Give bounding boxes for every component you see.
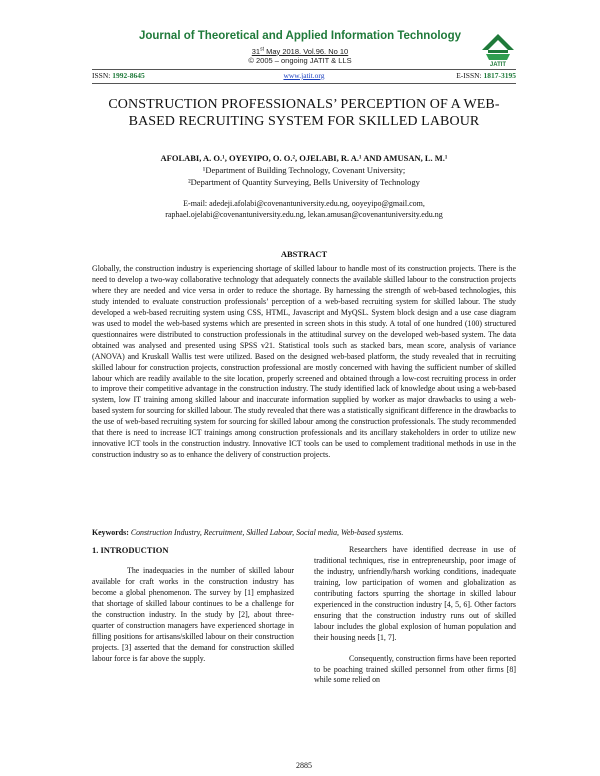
email-line-1: E-mail: adedeji.afolabi@covenantuniversity.edu.ng, ooyeyipo@gmail.com, (183, 199, 425, 208)
section-heading-introduction: 1. INTRODUCTION (92, 545, 169, 555)
header-rule-top (92, 69, 516, 70)
page-number: 2885 (296, 761, 312, 770)
left-column (92, 545, 294, 675)
keywords: Keywords: Construction Industry, Recruitment, Skilled Labour, Social media, Web-based systems. (92, 528, 404, 537)
issn-row (92, 71, 516, 83)
authors: AFOLABI, A. O.¹, OYEYIPO, O. O.², OJELABI, R. A.¹ AND AMUSAN, L. M.¹ (160, 153, 448, 163)
eissn: E-ISSN: 1817-3195 (456, 71, 516, 80)
paragraph: Researchers have identified decrease in use of traditional techniques, rise in entrepreneurship, poor image of the industry, unfriendly/harsh working conditions, inadequate training, low participation of women and globalization as contributing factors spurring the shortage in skilled labour experienced in the construction industry [4, 5, 6]. Other factors ensuring that the construction industry runs out of skilled labour includes the global explosion of human population and their housing needs [1, 7]. (314, 545, 516, 642)
logo-text: JATIT (489, 62, 507, 68)
abstract-text: Globally, the construction industry is experiencing shortage of skilled labour to handle most of its construction projects. There is the need to develop a two-way collaborative technology that adequately connects the available skilled labour to the construction projects where they are needed and vice versa in order to reduce the shortage. By harnessing the strength of web-based technologies, this study intended to evaluate construction professionals’ perception of a web-based recruiting system for skilled labour. The study developed a web-based recruiting system using CSS, HTML, Javascript and MyQSL. System block design and a use case diagram was used to model the web-based systems which are presented in screen shots in this study. A total of one hundred (100) structured questionnaires were distributed to construction professionals in the attitudinal survey on the developed web-based system. The data obtained was analysed and presented using SPSS v21. Statistical tools such as stacked bars, mean score, analysis of variance (ANOVA) and Kruskall Wallis test were utilized. Based on the designed web-based platform, the study revealed that in recruiting skilled labour for construction projects, construction professional are mostly concerned with having the sufficient number of skilled labour which are readily available to the site location, properly screened and obtained through a low-cost recruiting process in order to improve their competitive advantage in the construction industry. The study identified lack of knowledge about using a web-based system, low IT training among skilled labour and inaccurate information supplied by worker as major drawbacks to using a web-based system for sourcing for skilled labour. The study revealed that there was a statistically significant difference in the drawbacks to the use of web-based recruiting system for sourcing for skilled labour among the construction professionals. The study recommended that there is need to increase ICT trainings among construction professionals and its ancillary stakeholders in order to utilize new innovative ICT tools in the construction industry. Innovative ICT tools can be used to complement traditional methods in use in the construction industry so as to enhance the delivery of construction projects. (92, 264, 516, 460)
abstract-heading: ABSTRACT (280, 249, 328, 259)
issn: ISSN: 1992-8645 (92, 71, 145, 80)
issue-date: 31st May 2018. Vol.96. No 10 (251, 46, 349, 56)
affiliation-1: ¹Department of Building Technology, Covenant University; (202, 165, 406, 175)
right-column (314, 545, 516, 696)
website-link[interactable]: www.jatit.org (283, 71, 325, 80)
journal-title: Journal of Theoretical and Applied Information Technology (138, 30, 462, 42)
affiliation-2: ²Department of Quantity Surveying, Bells University of Technology (188, 177, 420, 187)
paragraph: The inadequacies in the number of skilled labour available for craft works in the construction industry has become a global phenomenon. The survey by [1] emphasized that shortage of skilled labour continues to be a challenge for the construction industry. In the study by [2], about three-quarter of construction managers have experienced shortage in filling positions for artisans/skilled labour on their construction projects. [3] asserted that the demand for construction skilled labour force is far above the supply. (92, 565, 294, 663)
paragraph: Consequently, construction firms have been reported to be poaching trained skilled personnel from other firms [8] while some relied on (314, 653, 516, 685)
header-rule-bottom (92, 83, 516, 84)
paper-title: CONSTRUCTION PROFESSIONALS’ PERCEPTION OF A WEB-BASED RECRUITING SYSTEM FOR SKILLED LABOUR (108, 97, 500, 129)
email-line-2: raphael.ojelabi@covenantuniversity.edu.ng, lekan.amusan@covenantuniversity.edu.ng (165, 210, 443, 219)
copyright-notice: © 2005 – ongoing JATIT & LLS (248, 56, 352, 65)
